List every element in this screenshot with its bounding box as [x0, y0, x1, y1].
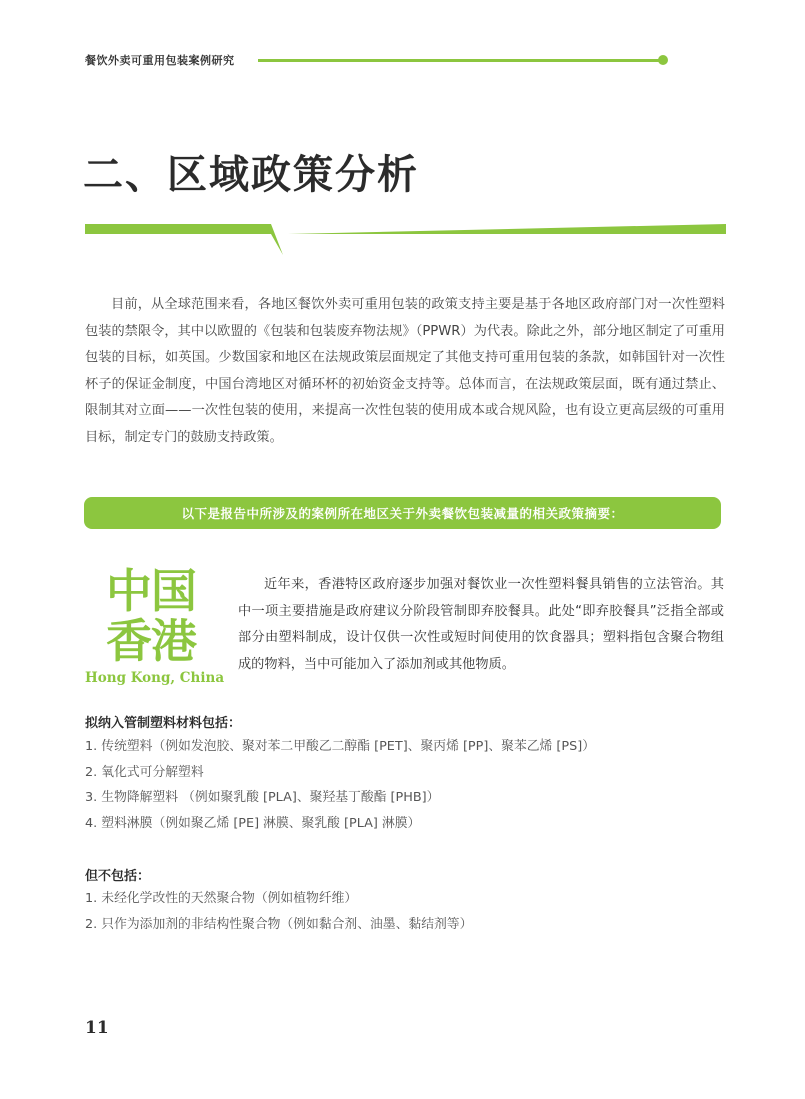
report-title: 餐饮外卖可重用包装案例研究: [85, 54, 235, 67]
excluded-list: [85, 886, 472, 937]
region-name-en: Hong Kong, China: [85, 670, 225, 686]
region-name-line2: 香港: [106, 614, 196, 668]
intro-paragraph: 目前，从全球范围来看，各地区餐饮外卖可重用包装的政策支持主要是基于各地区政府部门对一次性塑料包装的禁限令，其中以欧盟的《包装和包装废弃物法规》（PPWR）为代表。除此之外，部分地区制定了可重用包装的目标，如英国。少数国家和地区在法规政策层面规定了其他支持可重用包装的条款，如韩国针对一次性杯子的保证金制度，中国台湾地区对循环杯的初始资金支持等。总体而言，在法规政策层面，既有通过禁止、限制其对立面——一次性包装的使用，来提高一次性包装的使用成本或合规风险，也有设立更高层级的可重用目标，制定专门的鼓励支持政策。: [85, 297, 725, 445]
included-list: [85, 734, 595, 836]
region-name-line1: 中国: [106, 564, 196, 618]
region-logo: [85, 564, 225, 686]
excluded-heading: 但不包括：: [85, 869, 151, 884]
list-item: 1. 传统塑料（例如发泡胶、聚对苯二甲酸乙二醇酯 [PET]、聚丙烯 [PP]、聚苯乙烯 [PS]）: [85, 739, 596, 754]
list-item: 2. 只作为添加剂的非结构性聚合物（例如黏合剂、油墨、黏结剂等）: [85, 916, 473, 932]
header-dot: [658, 55, 668, 65]
page-number: 11: [85, 1018, 109, 1038]
list-item: 1. 未经化学改性的天然聚合物（例如植物纤维）: [85, 891, 358, 906]
list-item: 4. 塑料淋膜（例如聚乙烯 [PE] 淋膜、聚乳酸 [PLA] 淋膜）: [85, 815, 421, 831]
list-item: 3. 生物降解塑料 （例如聚乳酸 [PLA]、聚羟基丁酸酯 [PHB]）: [85, 790, 440, 806]
title-underline-bar: [85, 222, 727, 258]
list-item: 2. 氧化式可分解塑料: [85, 764, 204, 780]
policy-summary-banner: [84, 497, 721, 529]
header-divider: [258, 59, 661, 62]
included-heading: 拟纳入管制塑料材料包括：: [85, 716, 242, 731]
banner-text: 以下是报告中所涉及的案例所在地区关于外卖餐饮包装减量的相关政策摘要：: [181, 506, 624, 521]
region-paragraph: 近年来，香港特区政府逐步加强对餐饮业一次性塑料餐具销售的立法管治。其中一项主要措施是政府建议分阶段管制即弃胶餐具。此处“即弃胶餐具”泛指全部或部分由塑料制成，设计仅供一次性或短时间使用的饮食器具；塑料指包含聚合物组成的物料，当中可能加入了添加剂或其他物质。: [238, 577, 724, 672]
section-title: 二、区域政策分析: [83, 152, 419, 198]
